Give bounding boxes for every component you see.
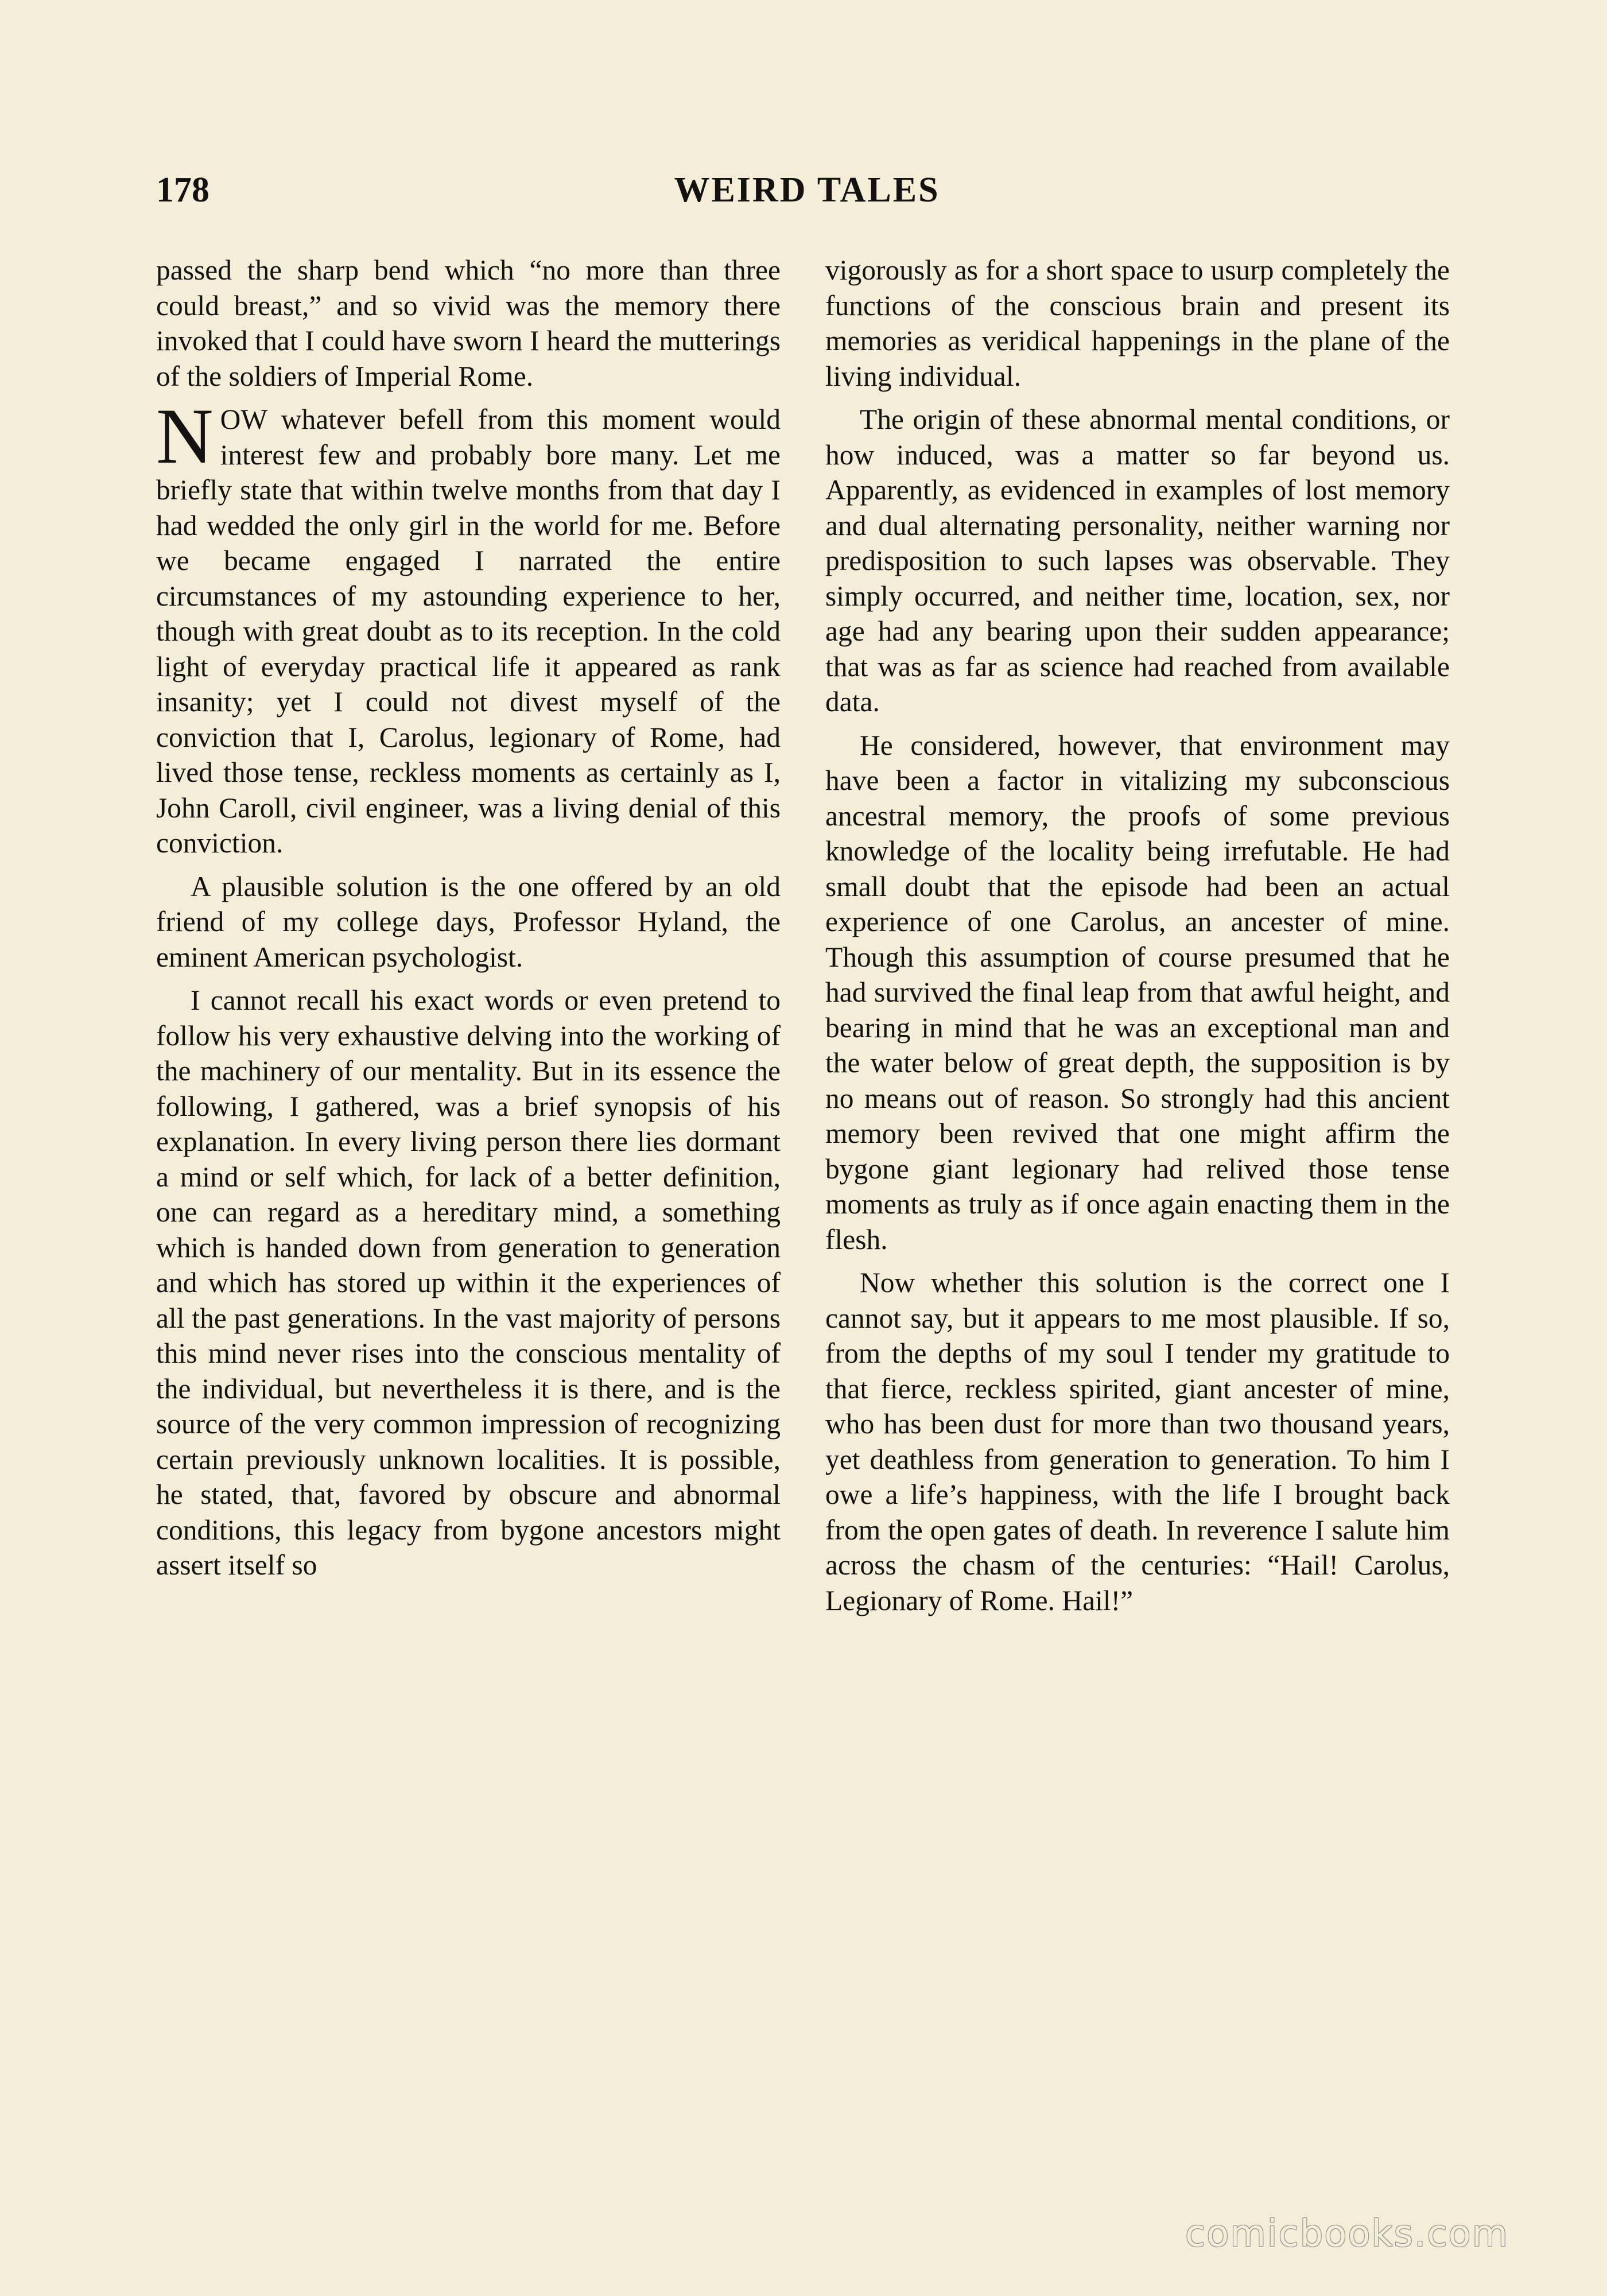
page-header: [156, 170, 1458, 216]
running-title: WEIRD TALES: [674, 170, 940, 210]
right-column: [825, 253, 1450, 2124]
paragraph: I cannot recall his exact words or even pretend to follow his very exhaustive delving into the working of the machinery of our mentality. But in its essence the following, I gathered, was a brief synopsis of his explanation. In every living person there lies dormant a mind or self which, for lack of a better definition, one can regard as a hereditary mind, a something which is handed down from generation to generation and which has stored up within it the experiences of all the past generations. In the vast majority of persons this mind never rises into the conscious mentality of the individual, but nevertheless it is there, and is the source of the very common impression of recognizing certain previously unknown localities. It is possible, he stated, that, favored by obscure and abnormal conditions, this legacy from bygone ancestors might assert itself so: [156, 984, 781, 1581]
paragraph: Now whether this solution is the correct one I cannot say, but it appears to me most plausible. If so, from the depths of my soul I tender my gratitude to that fierce, reckless spirited, giant ancester of mine, who has been dust for more than two thousand years, yet deathless from generation to generation. To him I owe a life’s happiness, with the life I brought back from the open gates of death. In reverence I salute him across the chasm of the centuries: “Hail! Carolus, Legionary of Rome. Hail!”: [825, 1267, 1450, 1616]
left-column: [156, 253, 781, 2124]
paragraph-text: OW whatever befell from this moment would interest few and probably bore many. Let me briefly state that within twelve months from that day I had wedded the only girl in the world for me. Before we became engaged I narrated the entire circumstances of my astounding experience to her, though with great doubt as to its reception. In the cold light of everyday practical life it appeared as rank insanity; yet I could not divest myself of the conviction that I, Carolus, legionary of Rome, had lived those tense, reckless moments as certainly as I, John Caroll, civil engineer, was a living denial of this conviction.: [156, 404, 781, 859]
paragraph-with-dropcap: [156, 392, 781, 861]
paragraph: The origin of these abnormal mental conditions, or how induced, was a matter so far beyond us. Apparently, as evidenced in examples of lost memory and dual alternating personality, neither warning nor predisposition to such lapses was observable. They simply occurred, and neither time, location, sex, nor age had any bearing upon their sudden appearance; that was as far as science had reached from available data.: [825, 404, 1450, 718]
paragraph: He considered, however, that environment may have been a factor in vitalizing my subconscious ancestral memory, the proofs of some previous knowledge of the locality being irrefutable. He had small doubt that the episode had been an actual experience of one Carolus, an ancester of mine. Though this assumption of course presumed that he had survived the final leap from that awful height, and bearing in mind that he was an exceptional man and the water below of great depth, the supposition is by no means out of reason. So strongly had this ancient memory been revived that one might affirm the bygone giant legionary had relived those tense moments as truly as if once again enacting them in the flesh.: [825, 729, 1450, 1255]
watermark: comicbooks.com: [1185, 2213, 1509, 2255]
page-number: 178: [156, 170, 209, 210]
paragraph: A plausible solution is the one offered by an old friend of my college days, Professor Hyland, the eminent American psychologist.: [156, 870, 781, 973]
drop-cap: N: [156, 392, 214, 480]
paragraph: passed the sharp bend which “no more than three could breast,” and so vivid was the memory there invoked that I could have sworn I heard the mutterings of the soldiers of Imperial Rome.: [156, 254, 781, 392]
paragraph: vigorously as for a short space to usurp completely the functions of the conscious brain and present its memories as veridical happenings in the plane of the living individual.: [825, 254, 1450, 392]
